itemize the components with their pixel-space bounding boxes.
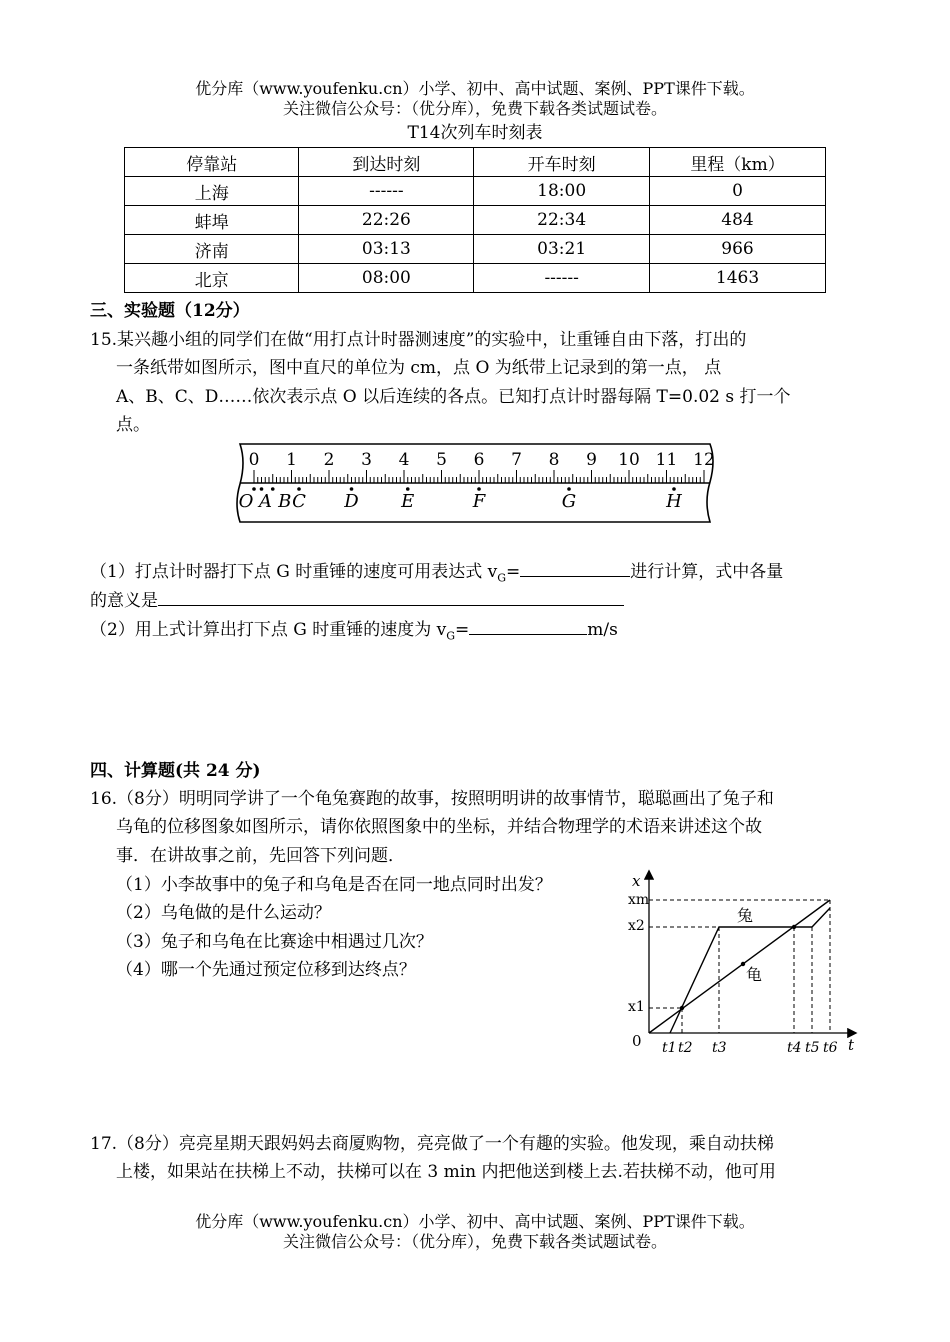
meet-point-2: [792, 925, 796, 929]
x-tick-t6: t6: [823, 1040, 838, 1056]
q15-p1-tail: 进行计算，式中各量: [630, 562, 784, 582]
q15-part-2: [90, 614, 618, 650]
answer-blank-1[interactable]: [520, 556, 630, 577]
ruler-number: 1: [286, 450, 297, 470]
ruler-number: 7: [511, 450, 522, 470]
y-tick-x1: x1: [628, 999, 645, 1015]
q15-line-4: 点。: [116, 415, 150, 435]
column-header: 停靠站: [125, 148, 299, 177]
tape-point-label: E: [401, 491, 415, 512]
q15-line-2: 一条纸带如图所示，图中直尺的单位为 cm，点 O 为纸带上记录到的第一点， 点: [116, 358, 722, 378]
table-cell: 济南: [125, 235, 299, 264]
table-cell: 03:13: [299, 235, 474, 264]
q16-line-1: 16.（8分）明明同学讲了一个龟兔赛跑的故事，按照明明讲的故事情节，聪聪画出了兔子和: [90, 789, 774, 809]
tortoise-marker: [741, 962, 745, 966]
section-4-heading: 四、计算题(共 24 分): [90, 761, 261, 781]
ruler-number: 11: [655, 450, 678, 470]
table-cell: 22:34: [474, 206, 650, 235]
ruler-number: 12: [693, 450, 715, 470]
column-header: 到达时刻: [299, 148, 474, 177]
table-row: [125, 264, 826, 293]
tape-point-label: A: [259, 491, 272, 512]
tape-point-label: B: [278, 491, 292, 512]
q15-p2-sub: G: [446, 629, 456, 643]
table-cell: 484: [650, 206, 826, 235]
header-line-2: 关注微信公众号：（优分库），免费下载各类试题试卷。: [282, 99, 667, 118]
table-cell: 966: [650, 235, 826, 264]
table-cell: 北京: [125, 264, 299, 293]
ruler-number: 10: [618, 450, 640, 470]
q15-line-3: A、B、C、D……依次表示点 O 以后连续的各点。已知打点计时器每隔 T=0.02 s 打一个: [116, 387, 791, 407]
footer-line-1: 优分库（www.youfenku.cn）小学、初中、高中试题、案例、PPT课件下载。: [195, 1212, 755, 1231]
timetable: [124, 147, 826, 293]
table-row: [125, 206, 826, 235]
table-cell: 03:21: [474, 235, 650, 264]
table-cell: 上海: [125, 177, 299, 206]
q17-line-1: 17.（8分）亮亮星期天跟妈妈去商厦购物，亮亮做了一个有趣的实验。他发现，乘自动扶梯: [90, 1134, 774, 1154]
q15-p2-eq: =: [455, 620, 470, 640]
table-cell: ------: [474, 264, 650, 293]
q16-question-3: （3）兔子和乌龟在比赛途中相遇过几次？: [116, 932, 433, 952]
ruler-number: 6: [473, 450, 485, 470]
x-tick-t4: t4: [787, 1040, 802, 1056]
x-tick-t3: t3: [712, 1040, 727, 1056]
y-tick-xm: xm: [628, 892, 650, 908]
meet-point-1: [680, 1006, 684, 1010]
column-header: 开车时刻: [474, 148, 650, 177]
q15-part-1-meaning: [90, 585, 624, 615]
tape-point-label: H: [666, 491, 682, 512]
footer-line-2: 关注微信公众号：（优分库），免费下载各类试题试卷。: [282, 1232, 667, 1251]
displacement-time-graph: [622, 866, 867, 1062]
table-cell: 18:00: [474, 177, 650, 206]
tape-point-label: C: [292, 491, 306, 512]
q16-question-1: （1）小李故事中的兔子和乌龟是否在同一地点同时出发？: [116, 875, 552, 895]
table-cell: 1463: [650, 264, 826, 293]
ruler-number: 3: [361, 450, 372, 470]
x-tick-t5: t5: [805, 1040, 820, 1056]
tape-point-label: G: [561, 491, 577, 512]
x-axis-label: t: [848, 1036, 855, 1054]
q15-line-1: 15.某兴趣小组的同学们在做“用打点计时器测速度”的实验中，让重锤自由下落，打出的: [90, 330, 747, 350]
table-cell: 蚌埠: [125, 206, 299, 235]
origin-label: 0: [632, 1032, 642, 1050]
answer-blank-2[interactable]: [158, 585, 624, 606]
q16-question-2: （2）乌龟做的是什么运动？: [116, 903, 331, 923]
y-tick-x2: x2: [628, 918, 645, 934]
ruler-number: 9: [586, 450, 597, 470]
q16-line-3: 事．在讲故事之前，先回答下列问题．: [116, 846, 405, 866]
table-cell: ------: [299, 177, 474, 206]
q15-p1-text: （1）打点计时器打下点 G 时重锤的速度可用表达式 v: [90, 562, 498, 582]
x-tick-t1: t1: [662, 1040, 677, 1056]
ruler-number: 8: [548, 450, 560, 470]
tape-point-label: D: [344, 491, 359, 512]
q15-p2-text: （2）用上式计算出打下点 G 时重锤的速度为 v: [90, 620, 447, 640]
ruler-number: 4: [398, 450, 410, 470]
ruler-number: 2: [323, 450, 335, 470]
q17-line-2: 上楼，如果站在扶梯上不动，扶梯可以在 3 min 内把他送到楼上去.若扶梯不动，他可用: [116, 1162, 776, 1182]
ruler-number: 5: [436, 450, 447, 470]
q16-question-4: （4）哪一个先通过预定位移到达终点？: [116, 960, 416, 980]
tortoise-label: 龟: [746, 965, 763, 984]
ruler-number: 0: [248, 450, 260, 470]
table-cell: 0: [650, 177, 826, 206]
table-cell: 22:26: [299, 206, 474, 235]
q15-p1-sub: G: [497, 571, 507, 585]
y-axis-label: x: [632, 872, 641, 890]
answer-blank-3[interactable]: [469, 614, 587, 635]
x-tick-t2: t2: [678, 1040, 693, 1056]
q16-line-2: 乌龟的位移图象如图所示，请你依照图象中的坐标，并结合物理学的术语来讲述这个故: [116, 817, 762, 837]
tape-point-label: F: [472, 491, 486, 512]
timetable-title: T14次列车时刻表: [407, 123, 543, 143]
ruler-tape-figure: [230, 438, 720, 528]
column-header: 里程（km）: [650, 148, 826, 177]
table-cell: 08:00: [299, 264, 474, 293]
q15-p2-unit: m/s: [587, 620, 618, 640]
table-row: [125, 177, 826, 206]
q15-p1-eq: =: [506, 562, 521, 582]
q15-p1-meaning-label: 的意义是: [90, 591, 158, 611]
tape-point-label: O: [238, 491, 254, 512]
table-header-row: [125, 148, 826, 177]
section-3-heading: 三、实验题（12分）: [90, 301, 250, 321]
rabbit-label: 兔: [737, 906, 754, 925]
header-line-1: 优分库（www.youfenku.cn）小学、初中、高中试题、案例、PPT课件下载。: [195, 79, 755, 98]
table-row: [125, 235, 826, 264]
